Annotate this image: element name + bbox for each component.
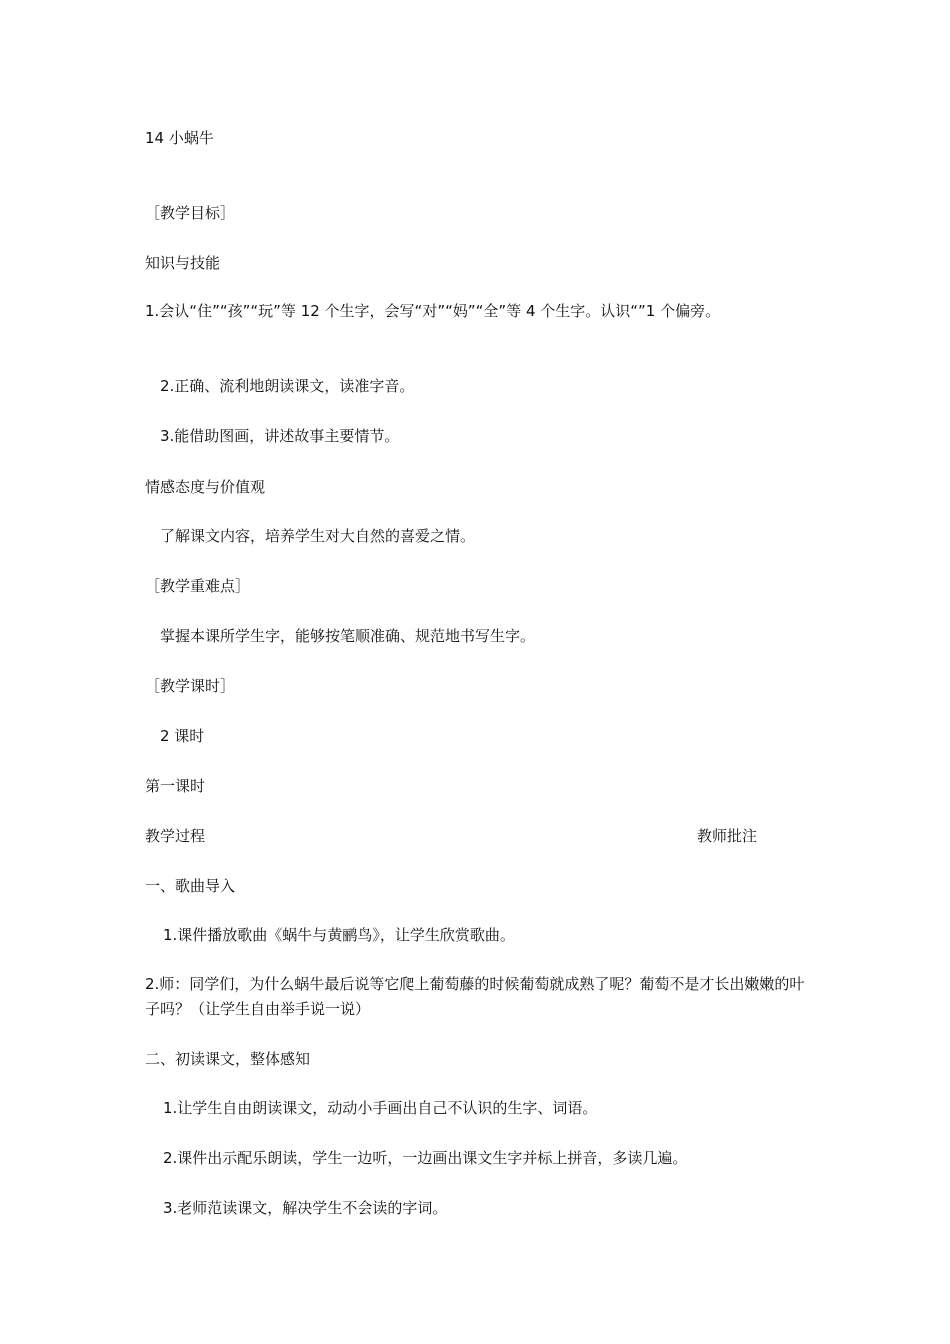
part1-item-1: 1.课件播放歌曲《蜗牛与黄鹂鸟》，让学生欣赏歌曲。 [163, 926, 515, 944]
goal-item-1: 1.会认“住”“孩”“玩”等 12 个生字，会写“对”“妈”“全”等 4 个生字。认识“”1 个偏旁。 [145, 302, 721, 320]
section-class-hours: ［教学课时］ [145, 677, 236, 695]
section-teaching-goals: ［教学目标］ [145, 204, 236, 222]
part1-heading: 一、歌曲导入 [145, 877, 236, 895]
lesson-title: 14 小蜗牛 [145, 129, 214, 147]
part2-heading: 二、初读课文，整体感知 [145, 1050, 311, 1068]
part2-item-2: 2.课件出示配乐朗读，学生一边听，一边画出课文生字并标上拼音，多读几遍。 [163, 1149, 688, 1167]
emotion-values-heading: 情感态度与价值观 [145, 478, 266, 496]
part2-item-1: 1.让学生自由朗读课文，动动小手画出自己不认识的生字、词语。 [163, 1099, 598, 1117]
goal-item-3: 3.能借助图画，讲述故事主要情节。 [160, 427, 400, 445]
part1-item-2: 2.师：同学们，为什么蜗牛最后说等它爬上葡萄藤的时候葡萄就成熟了呢？葡萄不是才长出嫩嫩的叶子吗？（让学生自由举手说一说） [145, 975, 805, 1018]
teacher-notes-label: 教师批注 [697, 827, 758, 845]
class-hours-text: 2 课时 [160, 727, 205, 745]
emotion-values-text: 了解课文内容，培养学生对大自然的喜爱之情。 [160, 527, 476, 545]
key-points-text: 掌握本课所学生字，能够按笔顺准确、规范地书写生字。 [160, 627, 536, 645]
knowledge-skills-heading: 知识与技能 [145, 254, 221, 272]
section-key-points: ［教学重难点］ [145, 577, 251, 595]
part2-item-3: 3.老师范读课文，解决学生不会读的字词。 [163, 1199, 448, 1217]
first-lesson-heading: 第一课时 [145, 777, 206, 795]
teaching-process-label: 教学过程 [145, 827, 206, 845]
goal-item-2: 2.正确、流利地朗读课文，读准字音。 [160, 377, 415, 395]
